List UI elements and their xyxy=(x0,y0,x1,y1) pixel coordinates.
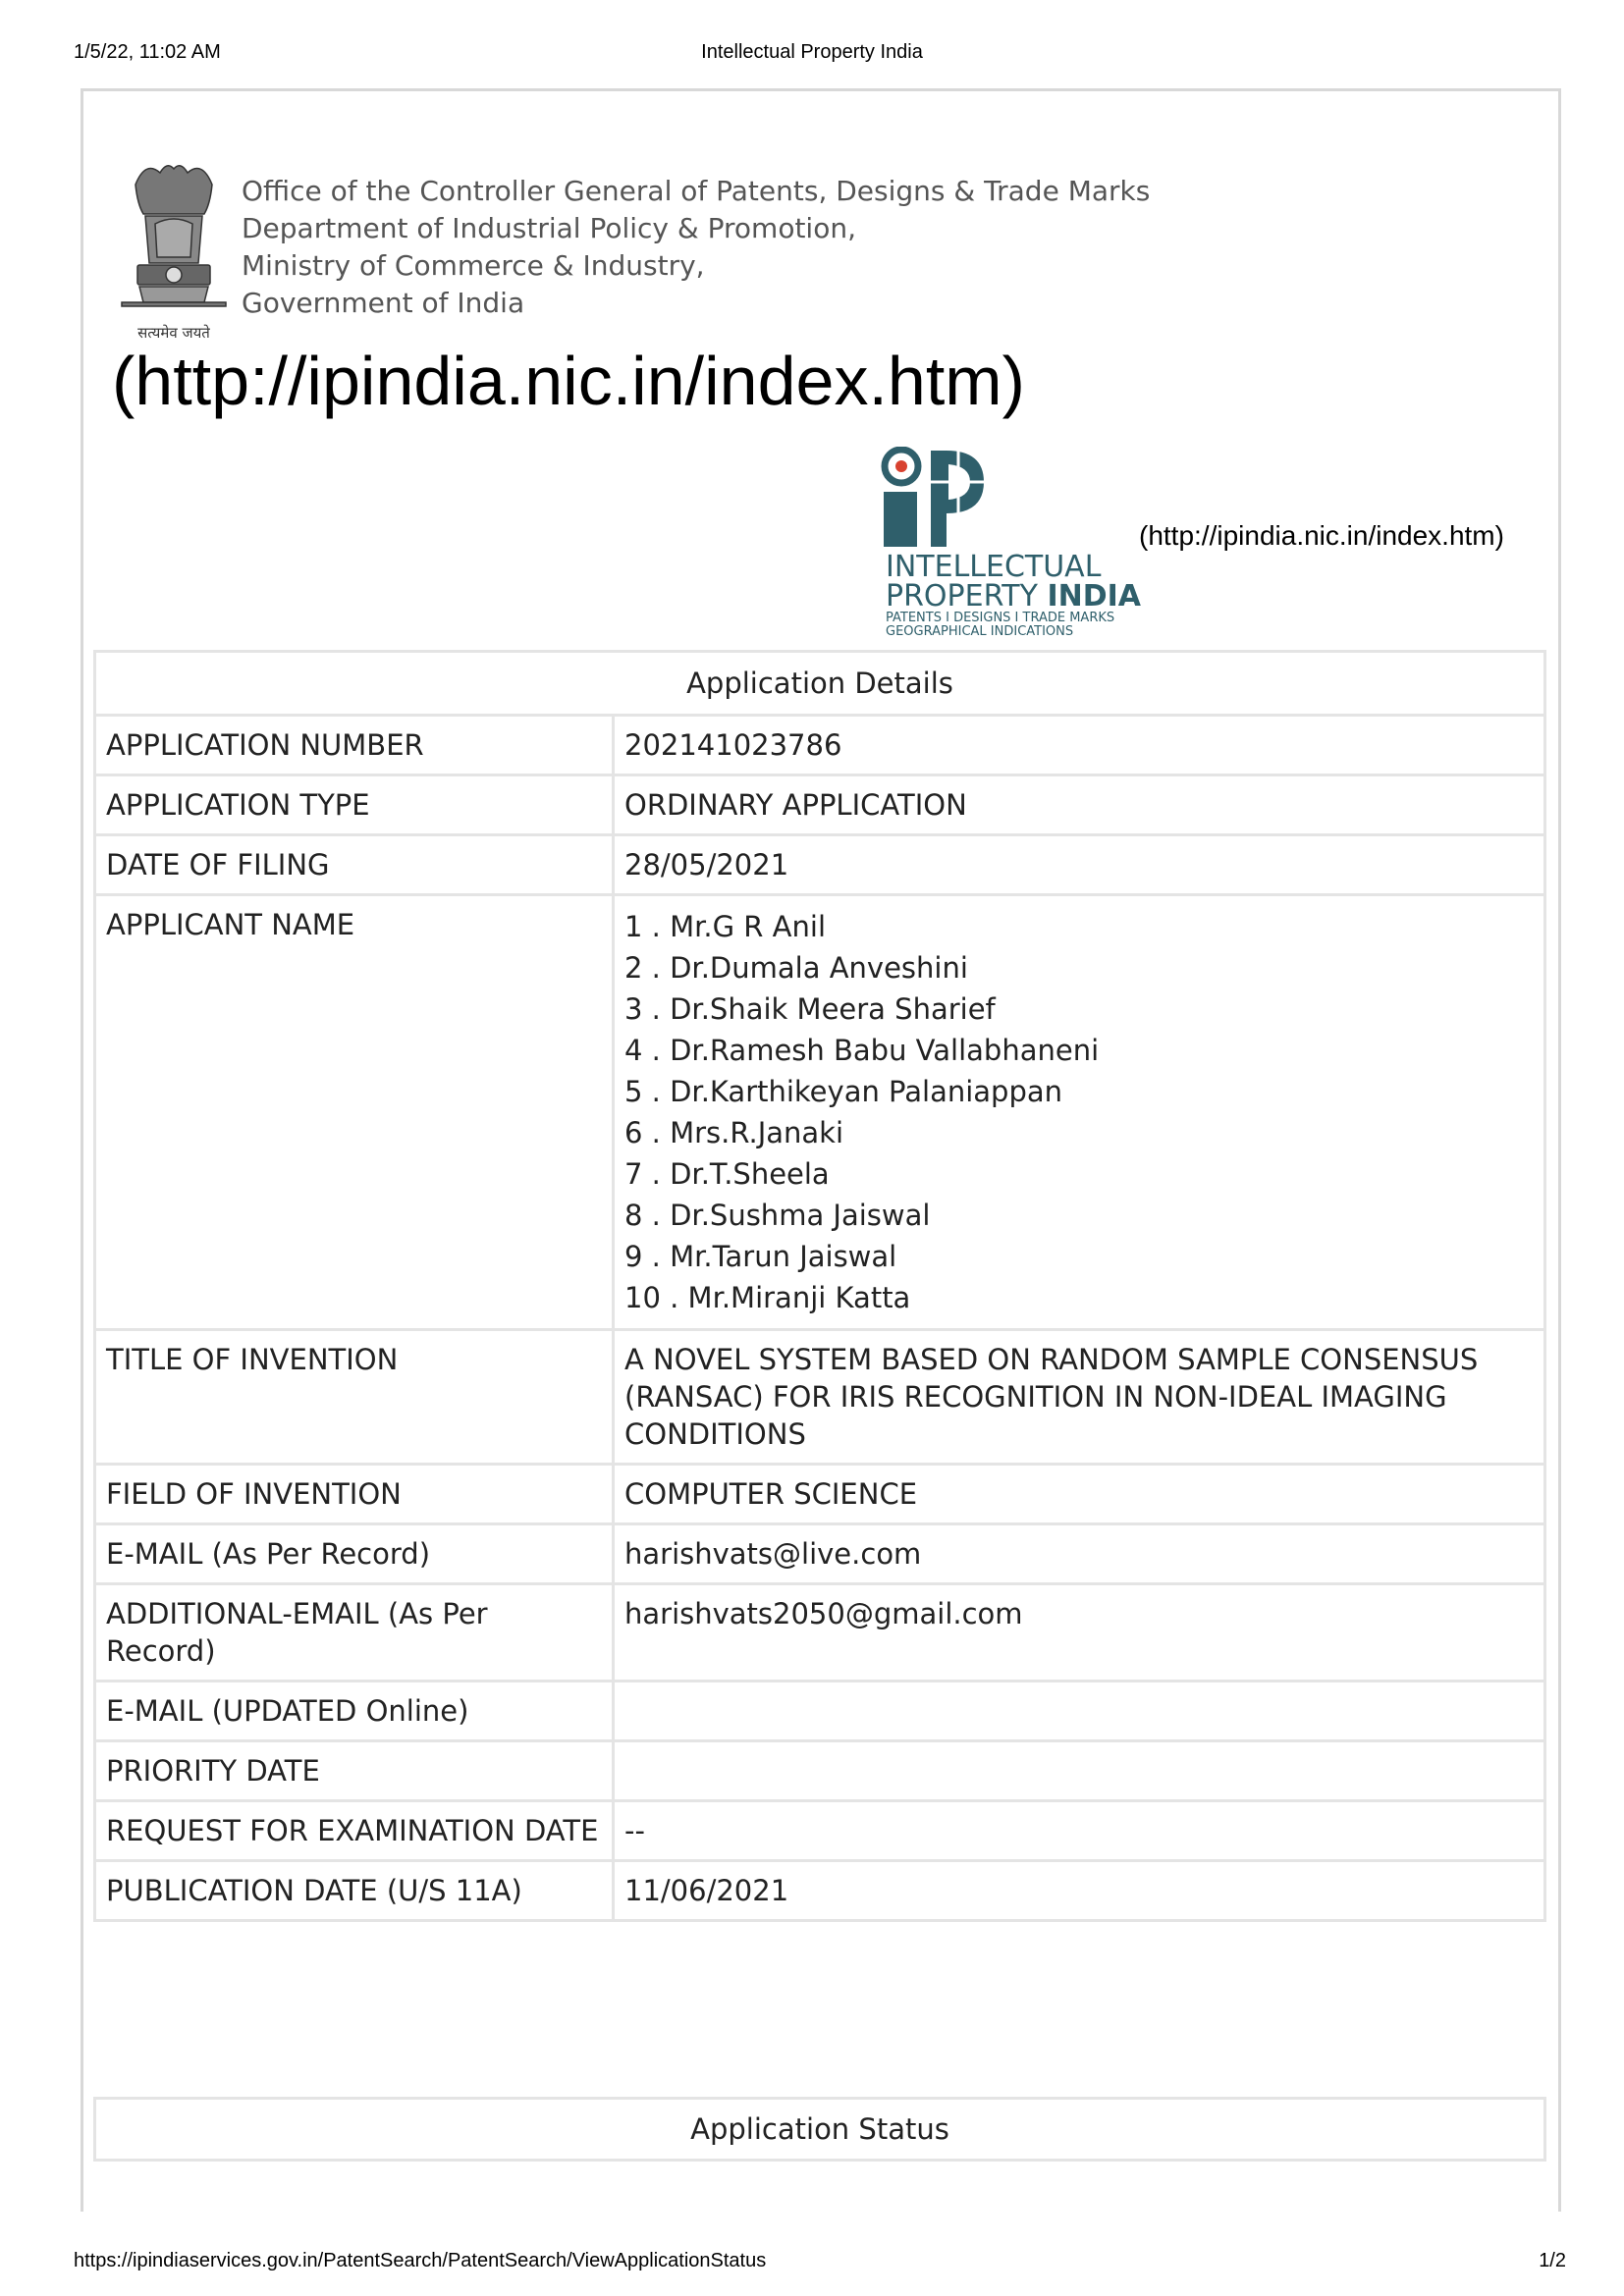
table-row xyxy=(95,1524,1545,1584)
value-date-of-filing: 28/05/2021 xyxy=(614,835,1545,895)
value-title-of-invention: A NOVEL SYSTEM BASED ON RANDOM SAMPLE CONSENSUS (RANSAC) FOR IRIS RECOGNITION IN NON-IDEAL IMAGING CONDITIONS xyxy=(614,1330,1545,1465)
logo-line-property xyxy=(886,579,1142,614)
table-row xyxy=(95,1465,1545,1524)
logo-line-categories: PATENTS I DESIGNS I TRADE MARKS xyxy=(886,611,1115,625)
label-priority-date: PRIORITY DATE xyxy=(95,1741,614,1801)
label-publication-date: PUBLICATION DATE (U/S 11A) xyxy=(95,1861,614,1921)
applicant-item: 5 . Dr.Karthikeyan Palaniappan xyxy=(624,1075,1063,1108)
label-title-of-invention: TITLE OF INVENTION xyxy=(95,1330,614,1465)
logo-property-word: PROPERTY xyxy=(886,579,1048,614)
table-row xyxy=(95,1584,1545,1682)
value-email: harishvats@live.com xyxy=(614,1524,1545,1584)
home-link-large[interactable]: (http://ipindia.nic.in/index.htm) xyxy=(112,343,1025,419)
label-request-exam-date: REQUEST FOR EXAMINATION DATE xyxy=(95,1801,614,1861)
value-application-type: ORDINARY APPLICATION xyxy=(614,775,1545,835)
applicant-item: 7 . Dr.T.Sheela xyxy=(624,1157,830,1191)
office-line-controller: Office of the Controller General of Patents, Designs & Trade Marks xyxy=(242,175,1151,207)
logo-line-intellectual: INTELLECTUAL xyxy=(886,550,1102,584)
table-row xyxy=(95,1682,1545,1741)
value-email-updated xyxy=(614,1682,1545,1741)
page-number: 1/2 xyxy=(1539,2250,1566,2271)
value-priority-date xyxy=(614,1741,1545,1801)
value-application-number: 202141023786 xyxy=(614,716,1545,775)
value-request-exam-date: -- xyxy=(614,1801,1545,1861)
label-email-updated: E-MAIL (UPDATED Online) xyxy=(95,1682,614,1741)
emblem-motto: सत्यमेव जयते xyxy=(137,324,210,342)
label-applicant-name: APPLICANT NAME xyxy=(95,895,614,1330)
table-row xyxy=(95,1330,1545,1465)
value-field-of-invention: COMPUTER SCIENCE xyxy=(614,1465,1545,1524)
applicant-item: 3 . Dr.Shaik Meera Sharief xyxy=(624,992,996,1026)
table-row xyxy=(95,1801,1545,1861)
value-applicant-names xyxy=(614,895,1545,1330)
ip-india-logo[interactable] xyxy=(876,447,1151,638)
label-application-type: APPLICATION TYPE xyxy=(95,775,614,835)
table-row xyxy=(95,835,1545,895)
application-details-table xyxy=(93,650,1546,1922)
application-status-heading: Application Status xyxy=(93,2097,1546,2162)
table-row xyxy=(95,1741,1545,1801)
value-additional-email: harishvats2050@gmail.com xyxy=(614,1584,1545,1682)
print-header xyxy=(74,41,1550,71)
label-date-of-filing: DATE OF FILING xyxy=(95,835,614,895)
label-additional-email: ADDITIONAL-EMAIL (As Per Record) xyxy=(95,1584,614,1682)
office-line-government: Government of India xyxy=(242,287,525,319)
logo-india-word: INDIA xyxy=(1047,579,1142,614)
footer-url: https://ipindiaservices.gov.in/PatentSearch/PatentSearch/ViewApplicationStatus xyxy=(74,2250,767,2271)
applicant-item: 6 . Mrs.R.Janaki xyxy=(624,1116,844,1149)
office-address xyxy=(242,173,1150,322)
print-page-title: Intellectual Property India xyxy=(701,41,923,63)
applicant-item: 10 . Mr.Miranji Katta xyxy=(624,1281,911,1314)
applicant-item: 8 . Dr.Sushma Jaiswal xyxy=(624,1199,931,1232)
home-link-small[interactable]: (http://ipindia.nic.in/index.htm) xyxy=(1139,520,1504,551)
logo-line-gi: GEOGRAPHICAL INDICATIONS xyxy=(886,624,1074,638)
national-emblem-icon xyxy=(116,155,232,349)
table-row xyxy=(95,716,1545,775)
value-publication-date: 11/06/2021 xyxy=(614,1861,1545,1921)
table-row xyxy=(95,895,1545,1330)
label-field-of-invention: FIELD OF INVENTION xyxy=(95,1465,614,1524)
table-row xyxy=(95,1861,1545,1921)
details-heading: Application Details xyxy=(95,652,1545,716)
label-application-number: APPLICATION NUMBER xyxy=(95,716,614,775)
applicant-item: 2 . Dr.Dumala Anveshini xyxy=(624,951,968,985)
applicant-item: 9 . Mr.Tarun Jaiswal xyxy=(624,1240,897,1273)
print-timestamp: 1/5/22, 11:02 AM xyxy=(74,41,221,63)
applicant-item: 1 . Mr.G R Anil xyxy=(624,910,826,943)
applicant-item: 4 . Dr.Ramesh Babu Vallabhaneni xyxy=(624,1034,1100,1067)
table-row xyxy=(95,775,1545,835)
office-line-ministry: Ministry of Commerce & Industry, xyxy=(242,249,705,282)
office-line-department: Department of Industrial Policy & Promotion, xyxy=(242,212,856,244)
label-email: E-MAIL (As Per Record) xyxy=(95,1524,614,1584)
